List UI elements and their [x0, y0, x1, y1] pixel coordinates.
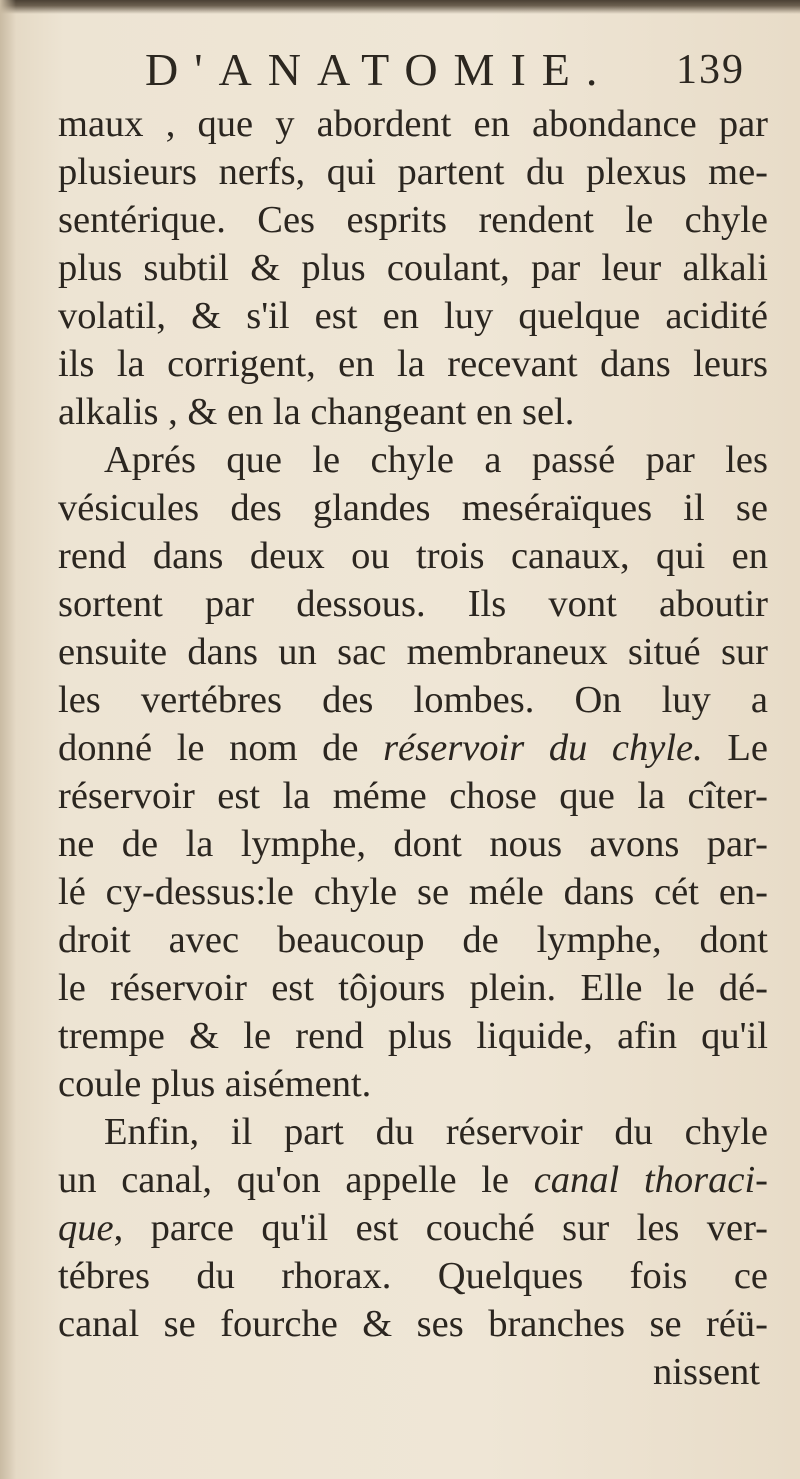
text-line: tébres du rhorax. Quelques fois ce	[58, 1255, 768, 1297]
text-line: alkalis , & en la changeant en sel.	[58, 391, 575, 433]
text-line: ensuite dans un sac membraneux situé sur	[58, 631, 768, 673]
running-title: D'ANATOMIE.	[145, 44, 614, 95]
italic-term-que: que	[58, 1207, 114, 1249]
text-line-mixed	[58, 724, 768, 772]
text-line: plus subtil & plus coulant, par leur alkali	[58, 247, 768, 289]
catchword: nissent	[653, 1351, 760, 1393]
running-head	[0, 40, 800, 100]
text-line-mixed	[58, 1156, 768, 1204]
text-line: sortent par dessous. Ils vont aboutir	[58, 583, 768, 625]
text-line: ne de la lymphe, dont nous avons par-	[58, 823, 768, 865]
text-line-mixed	[58, 1204, 768, 1252]
text-line: ils la corrigent, en la recevant dans leurs	[58, 343, 768, 385]
text-line: rend dans deux ou trois canaux, qui en	[58, 535, 768, 577]
text-segment: Le	[727, 727, 768, 769]
text-line: trempe & le rend plus liquide, afin qu'il	[58, 1015, 768, 1057]
text-body	[58, 100, 768, 1396]
text-line: droit avec beaucoup de lymphe, dont	[58, 919, 768, 961]
text-line: lé cy-dessus:le chyle se méle dans cét en-	[58, 871, 768, 913]
text-line: Enfin, il part du réservoir du chyle	[104, 1111, 768, 1153]
text-line: maux , que y abordent en abondance par	[58, 103, 768, 145]
text-line: vésicules des glandes meséraïques il se	[58, 487, 768, 529]
text-segment: un canal, qu'on appelle le	[58, 1159, 534, 1201]
text-segment: donné le nom de	[58, 727, 384, 769]
page-number: 139	[676, 47, 745, 93]
page-top-edge	[0, 0, 800, 14]
text-line: Aprés que le chyle a passé par les	[104, 439, 768, 481]
text-line: le réservoir est tôjours plein. Elle le dé-	[58, 967, 768, 1009]
italic-term-reservoir: réservoir du chyle.	[383, 727, 703, 769]
text-line: coule plus aisément.	[58, 1063, 372, 1105]
text-segment: , parce qu'il est couché sur les ver-	[113, 1207, 768, 1249]
text-line: volatil, & s'il est en luy quelque acidité	[58, 295, 768, 337]
text-line: sentérique. Ces esprits rendent le chyle	[58, 199, 768, 241]
text-line: canal se fourche & ses branches se réü-	[58, 1303, 768, 1345]
page-gutter-shadow	[0, 0, 16, 1479]
text-line: plusieurs nerfs, qui partent du plexus me-	[58, 151, 768, 193]
italic-term-canal-thoracique: canal thoraci-	[533, 1159, 768, 1201]
text-line: réservoir est la méme chose que la cîter-	[58, 775, 768, 817]
text-line: les vertébres des lombes. On luy a	[58, 679, 768, 721]
